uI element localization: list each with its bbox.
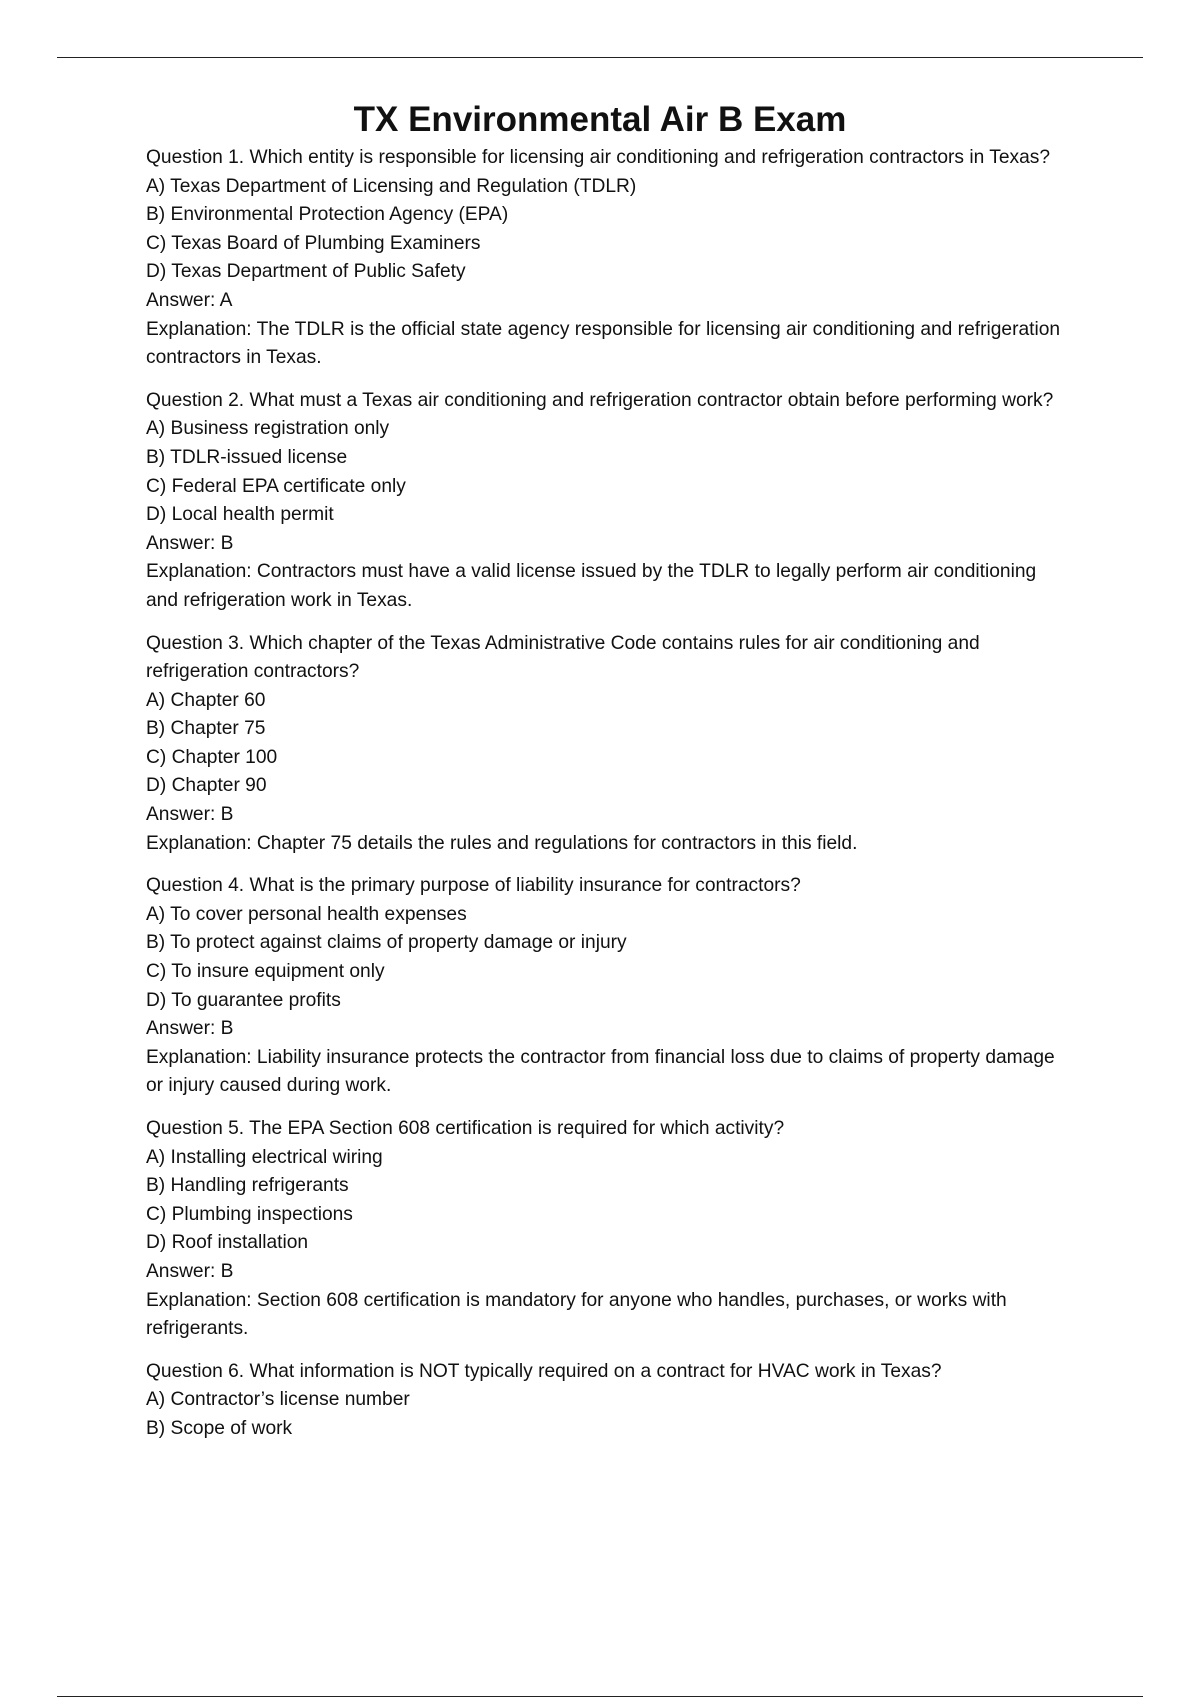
option-a: A) Installing electrical wiring — [146, 1146, 383, 1168]
question-text: Question 3. Which chapter of the Texas Administrative Code contains rules for air conditioning and refrigeration contractors? — [146, 632, 980, 683]
explanation-text: Explanation: The TDLR is the official state agency responsible for licensing air conditioning and refrigeration contractors in Texas. — [146, 318, 1061, 369]
option-a: A) Chapter 60 — [146, 689, 266, 711]
option-c: C) To insure equipment only — [146, 961, 385, 983]
option-a: A) Texas Department of Licensing and Regulation (TDLR) — [146, 175, 637, 197]
question-list — [146, 144, 1066, 1458]
question-block-4 — [146, 872, 1066, 1101]
option-c: C) Federal EPA certificate only — [146, 475, 406, 497]
option-c: C) Chapter 100 — [146, 746, 278, 768]
question-text: Question 1. Which entity is responsible for licensing air conditioning and refrigeration contractors in Texas? — [146, 147, 1051, 168]
option-d: D) Roof installation — [146, 1232, 309, 1254]
question-text: Question 4. What is the primary purpose of liability insurance for contractors? — [146, 875, 801, 897]
option-b: B) Handling refrigerants — [146, 1175, 349, 1197]
option-b: B) To protect against claims of property damage or injury — [146, 932, 627, 954]
option-c: C) Plumbing inspections — [146, 1203, 353, 1225]
explanation-text: Explanation: Contractors must have a valid license issued by the TDLR to legally perform air conditioning and refrigeration work in Texas. — [146, 561, 1037, 611]
page-title: TX Environmental Air B Exam — [353, 100, 847, 140]
option-b: B) Scope of work — [146, 1417, 293, 1439]
question-block-6 — [146, 1358, 1066, 1444]
bottom-rule — [57, 1696, 1143, 1697]
answer-line: Answer: A — [146, 289, 233, 311]
option-a: A) Contractor’s license number — [146, 1389, 410, 1411]
option-b: B) Chapter 75 — [146, 718, 266, 740]
question-block-3 — [146, 630, 1066, 859]
question-block-1 — [146, 144, 1066, 373]
option-d: D) Chapter 90 — [146, 775, 267, 797]
explanation-text: Explanation: Liability insurance protects the contractor from financial loss due to claims of property damage or injury caused during work. — [146, 1046, 1055, 1097]
answer-line: Answer: B — [146, 1018, 234, 1040]
explanation-text: Explanation: Chapter 75 details the rules and regulations for contractors in this field. — [146, 832, 858, 854]
question-text: Question 5. The EPA Section 608 certification is required for which activity? — [146, 1118, 785, 1139]
top-rule — [57, 57, 1143, 58]
option-d: D) Texas Department of Public Safety — [146, 261, 466, 283]
answer-line: Answer: B — [146, 1260, 234, 1282]
option-b: B) TDLR-issued license — [146, 446, 348, 468]
answer-line: Answer: B — [146, 804, 234, 826]
question-block-2 — [146, 387, 1066, 616]
question-block-5 — [146, 1115, 1066, 1344]
option-d: D) Local health permit — [146, 504, 334, 526]
option-a: A) To cover personal health expenses — [146, 903, 467, 925]
option-c: C) Texas Board of Plumbing Examiners — [146, 232, 481, 254]
question-text: Question 6. What information is NOT typically required on a contract for HVAC work in Texas? — [146, 1360, 942, 1382]
option-a: A) Business registration only — [146, 418, 390, 440]
explanation-text: Explanation: Section 608 certification is mandatory for anyone who handles, purchases, or works with refrigerants. — [146, 1289, 1007, 1340]
question-text: Question 2. What must a Texas air conditioning and refrigeration contractor obtain before performing work? — [146, 389, 1054, 411]
option-b: B) Environmental Protection Agency (EPA) — [146, 204, 509, 226]
answer-line: Answer: B — [146, 532, 234, 554]
option-d: D) To guarantee profits — [146, 989, 341, 1011]
